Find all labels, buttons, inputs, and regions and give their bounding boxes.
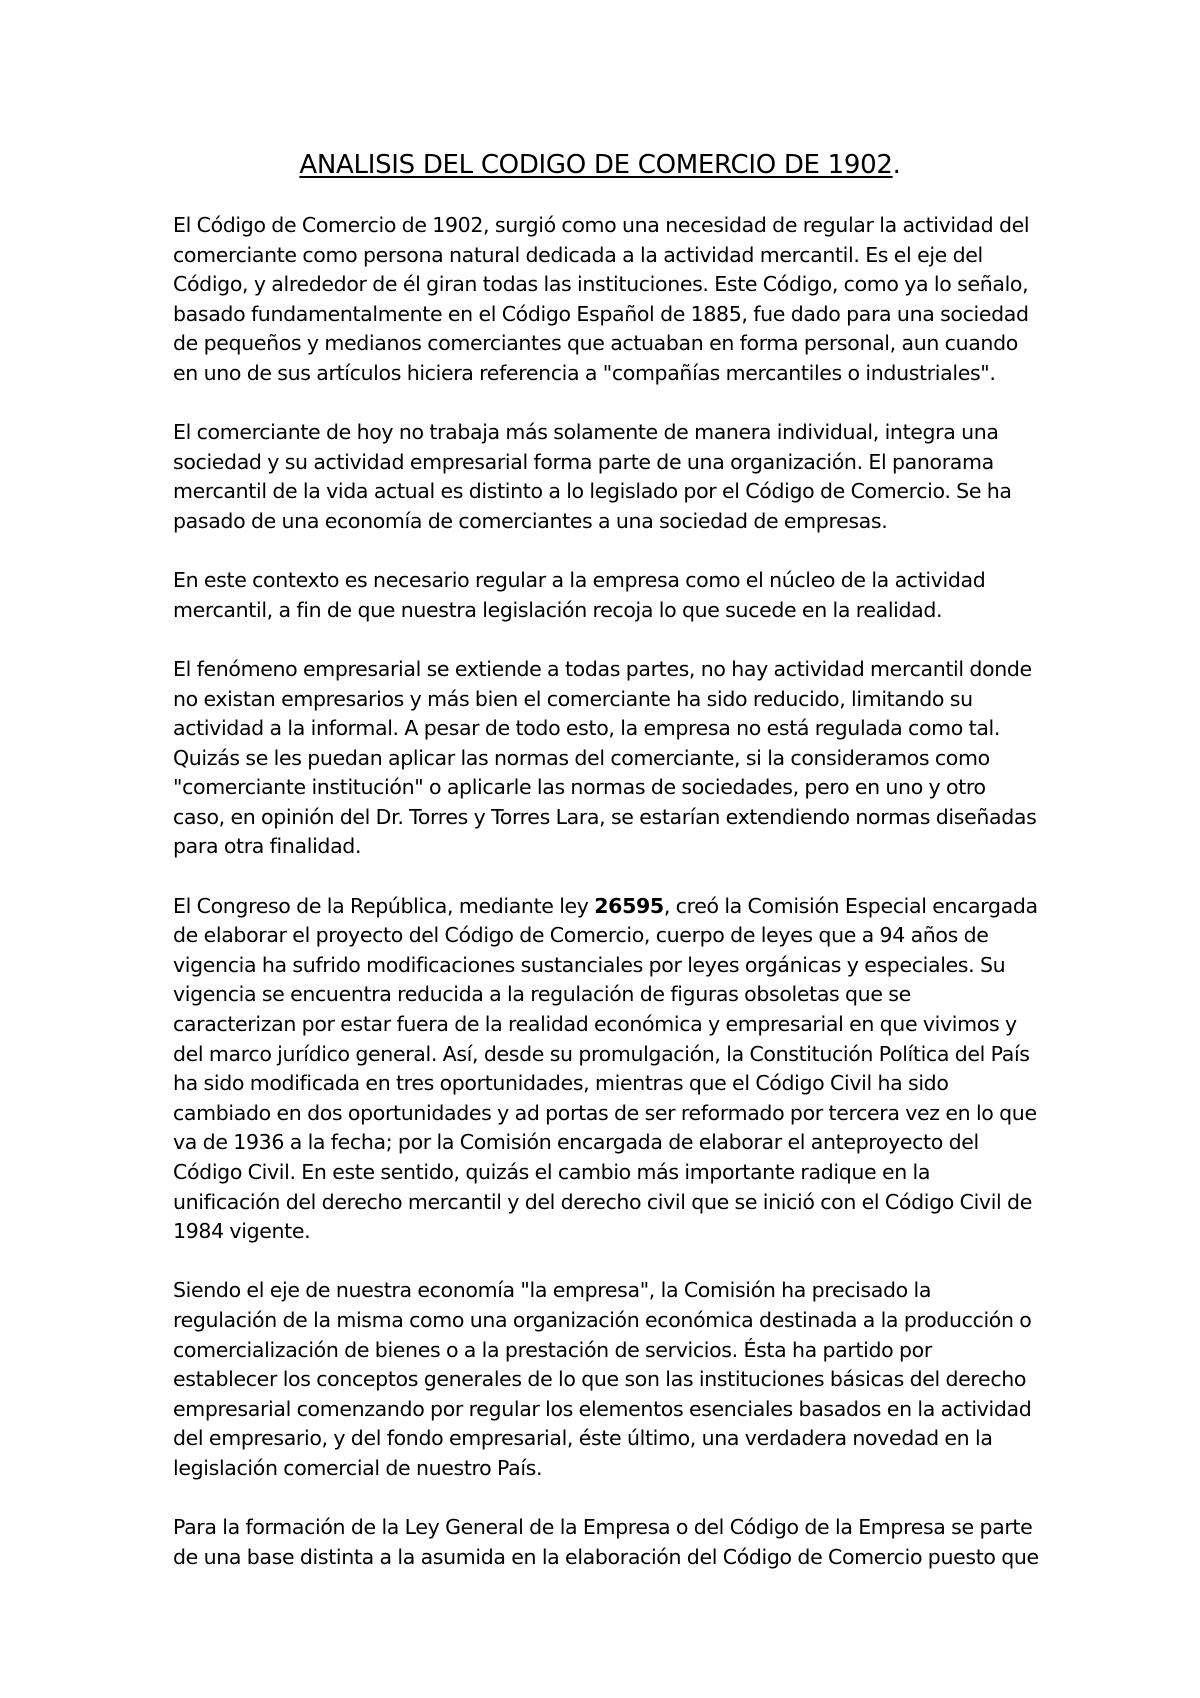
paragraph-context: En este contexto es necesario regular a la empresa como el núcleo de la actividad mercantil, a fin de que nuestra legislación recoja lo que sucede en la realidad. <box>173 568 986 622</box>
document-title-text: ANALISIS DEL CODIGO DE COMERCIO DE 1902 <box>299 150 893 180</box>
paragraph-origin: El Código de Comercio de 1902, surgió como una necesidad de regular la actividad del comerciante como persona natural dedicada a la actividad mercantil. Es el eje del Código, y alrededor de él giran todas las instituciones. Este Código, como ya lo señalo, basado fundamentalmente en el Código Español de 1885, fue dado para una sociedad de pequeños y medianos comerciantes que actuaban en forma personal, aun cuando en uno de sus artículos hiciera referencia a "compañías mercantiles o industriales". <box>173 213 1030 385</box>
paragraph-business-phenomenon: El fenómeno empresarial se extiende a todas partes, no hay actividad mercantil donde no existan empresarios y más bien el comerciante ha sido reducido, limitando su actividad a la informal. A pesar de todo esto, la empresa no está regulada como tal. Quizás se les puedan aplicar las normas del comerciante, si la consideramos como "comerciante institución" o aplicarle las normas de sociedades, pero en uno y otro caso, en opinión del Dr. Torres y Torres Lara, se estarían extendiendo normas diseñadas para otra finalidad. <box>173 656 1037 859</box>
paragraph-economy-axis: Siendo el eje de nuestra economía "la empresa", la Comisión ha precisado la regulación de la misma como una organización económica destinada a la producción o comercialización de bienes o a la prestación de servicios. Ésta ha partido por establecer los conceptos generales de lo que son las instituciones básicas del derecho empresarial comenzando por regular los elementos esenciales basados en la actividad del empresario, y del fondo empresarial, éste último, una verdadera novedad en la legislación comercial de nuestro País. <box>173 1278 1032 1480</box>
law-number: 26595 <box>594 893 664 918</box>
paragraph-congress <box>173 892 1039 1247</box>
paragraph-congress-rest: , creó la Comisión Especial encargada de elaborar el proyecto del Código de Comercio, cuerpo de leyes que a 94 años de vigencia ha sufrido modificaciones sustanciales por leyes orgánicas y especiales. Su vigencia se encuentra reducida a la regulación de figuras obsoletas que se caracterizan por estar fuera de la realidad económica y empresarial en que vivimos y del marco jurídico general. Así, desde su promulgación, la Constitución Política del País ha sido modificada en tres oportunidades, mientras que el Código Civil ha sido cambiado en dos oportunidades y ad portas de ser reformado por tercera vez en lo que va de 1936 a la fecha; por la Comisión encargada de elaborar el anteproyecto del Código Civil. En este sentido, quizás el cambio más importante radique en la unificación del derecho mercantil y del derecho civil que se inició con el Código Civil de 1984 vigente. <box>173 893 1038 1244</box>
paragraph-modern-merchant: El comerciante de hoy no trabaja más solamente de manera individual, integra una sociedad y su actividad empresarial forma parte de una organización. El panorama mercantil de la vida actual es distinto a lo legislado por el Código de Comercio. Se ha pasado de una economía de comerciantes a una sociedad de empresas. <box>173 420 1012 533</box>
document-title <box>0 148 1200 182</box>
paragraph-formation: Para la formación de la Ley General de la Empresa o del Código de la Empresa se parte de una base distinta a la asumida en la elaboración del Código de Comercio puesto que <box>173 1515 1039 1569</box>
document-title-suffix: . <box>892 150 901 180</box>
paragraph-congress-start: El Congreso de la República, mediante ley <box>173 893 595 918</box>
document-body <box>173 211 1039 1602</box>
